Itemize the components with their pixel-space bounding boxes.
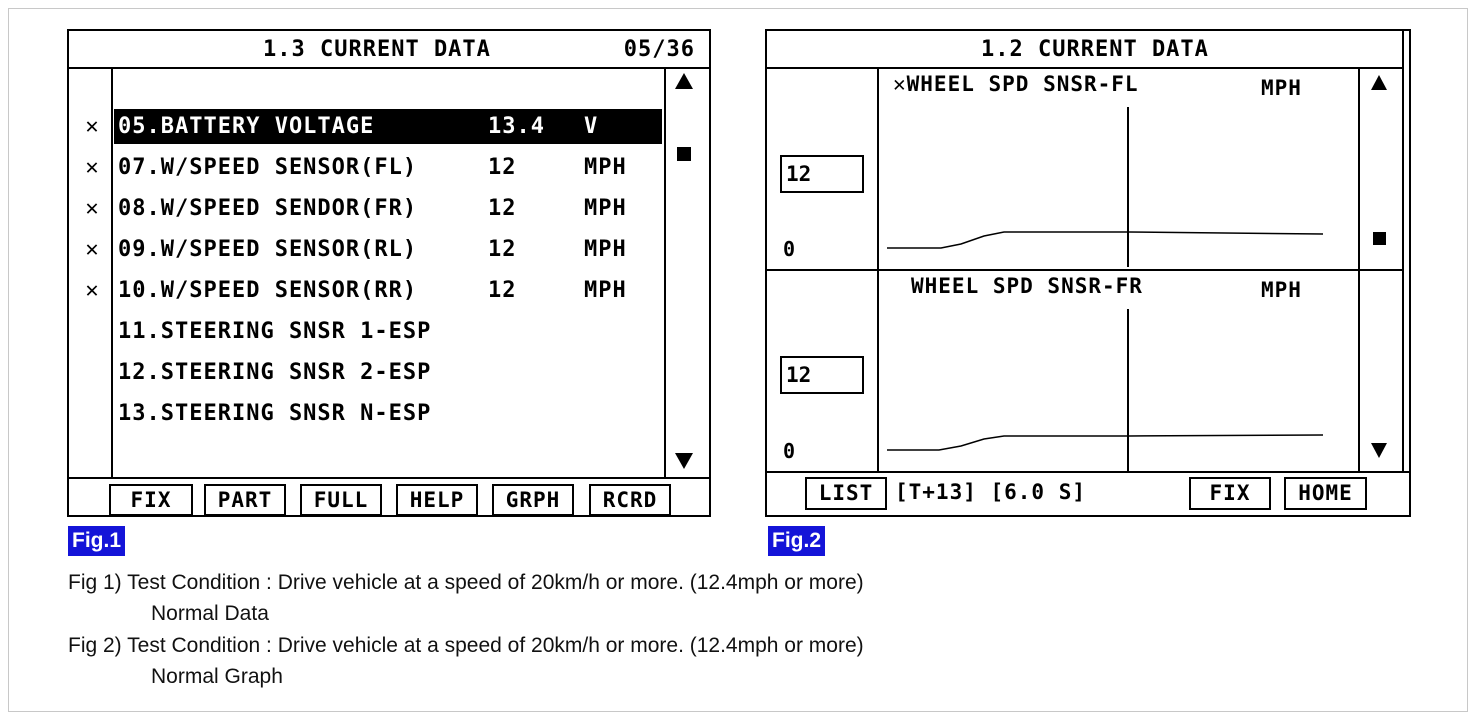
list-item-wspeed-rl[interactable] bbox=[69, 232, 669, 273]
item-name: 11.STEERING SNSR 1-ESP bbox=[118, 319, 432, 344]
caption-fig1-condition: Fig 1) Test Condition : Drive vehicle at a speed of 20km/h or more. (12.4mph or more) bbox=[68, 571, 864, 594]
current-data-graph-screen bbox=[765, 29, 1411, 517]
figure-tag: Fig.2 bbox=[768, 526, 825, 556]
list-button[interactable]: LIST bbox=[805, 477, 887, 510]
list-item-battery-voltage[interactable] bbox=[69, 109, 669, 150]
scroll-up-icon[interactable] bbox=[1371, 75, 1387, 90]
scroll-thumb[interactable] bbox=[677, 147, 691, 161]
scroll-up-icon[interactable] bbox=[675, 73, 693, 89]
item-value: 12 bbox=[488, 155, 517, 180]
selected-mark-icon: ✕ bbox=[85, 155, 99, 180]
graph-min-value: 0 bbox=[783, 439, 796, 463]
part-button[interactable]: PART bbox=[204, 484, 286, 516]
graph-unit: MPH bbox=[1261, 278, 1302, 302]
item-unit: MPH bbox=[584, 237, 627, 262]
list-item-body[interactable] bbox=[114, 273, 662, 308]
list-item-body[interactable] bbox=[114, 232, 662, 267]
graph-trace bbox=[887, 232, 1323, 248]
item-name: 10.W/SPEED SENSOR(RR) bbox=[118, 278, 418, 303]
graph-header bbox=[767, 31, 1403, 69]
item-unit: V bbox=[584, 114, 599, 139]
item-unit: MPH bbox=[584, 155, 627, 180]
full-button[interactable]: FULL bbox=[300, 484, 382, 516]
list-item-body[interactable] bbox=[114, 191, 662, 226]
caption-fig1-result: Normal Data bbox=[151, 602, 269, 625]
item-unit: MPH bbox=[584, 196, 627, 221]
graph-plot bbox=[879, 107, 1357, 267]
selected-mark-icon: ✕ bbox=[85, 114, 99, 139]
divider bbox=[1358, 69, 1360, 473]
item-name: 07.W/SPEED SENSOR(FL) bbox=[118, 155, 418, 180]
item-unit: MPH bbox=[584, 278, 627, 303]
data-list bbox=[69, 109, 669, 437]
list-item-wspeed-rr[interactable] bbox=[69, 273, 669, 314]
caption-fig2-condition: Fig 2) Test Condition : Drive vehicle at a speed of 20km/h or more. (12.4mph or more) bbox=[68, 634, 864, 657]
list-title: 1.3 CURRENT DATA bbox=[263, 37, 491, 62]
graph-button[interactable]: GRPH bbox=[492, 484, 574, 516]
scroll-down-icon[interactable] bbox=[675, 453, 693, 469]
item-value: 12 bbox=[488, 196, 517, 221]
current-data-list-screen bbox=[67, 29, 711, 517]
item-value: 12 bbox=[488, 237, 517, 262]
list-item-steering-n[interactable] bbox=[69, 396, 669, 437]
item-name: 12.STEERING SNSR 2-ESP bbox=[118, 360, 432, 385]
selected-mark-icon: ✕ bbox=[85, 196, 99, 221]
graph-max-value: 12 bbox=[780, 356, 864, 394]
item-name: 08.W/SPEED SENDOR(FR) bbox=[118, 196, 418, 221]
graph-max-value: 12 bbox=[780, 155, 864, 193]
fix-button[interactable]: FIX bbox=[109, 484, 193, 516]
graph-label: ✕WHEEL SPD SNSR-FL bbox=[893, 72, 1139, 96]
item-value: 12 bbox=[488, 278, 517, 303]
list-item-body[interactable] bbox=[114, 150, 662, 185]
divider bbox=[69, 477, 709, 479]
list-item-body[interactable] bbox=[114, 314, 662, 349]
page-indicator: 05/36 bbox=[623, 37, 695, 62]
graph-trace bbox=[887, 435, 1323, 450]
item-name: 05.BATTERY VOLTAGE bbox=[118, 114, 375, 139]
item-name: 13.STEERING SNSR N-ESP bbox=[118, 401, 432, 426]
list-item-wspeed-fr[interactable] bbox=[69, 191, 669, 232]
record-button[interactable]: RCRD bbox=[589, 484, 671, 516]
item-name: 09.W/SPEED SENSOR(RL) bbox=[118, 237, 418, 262]
figure-tag: Fig.1 bbox=[68, 526, 125, 556]
fix-button[interactable]: FIX bbox=[1189, 477, 1271, 510]
selected-mark-icon: ✕ bbox=[85, 278, 99, 303]
graph-unit: MPH bbox=[1261, 76, 1302, 100]
graph-label: WHEEL SPD SNSR-FR bbox=[911, 274, 1143, 298]
home-button[interactable]: HOME bbox=[1284, 477, 1367, 510]
divider bbox=[1402, 31, 1404, 473]
scroll-thumb[interactable] bbox=[1373, 232, 1386, 245]
list-item-body[interactable] bbox=[114, 396, 662, 431]
graph-screen-title: 1.2 CURRENT DATA bbox=[981, 37, 1209, 62]
help-button[interactable]: HELP bbox=[396, 484, 478, 516]
graph-plot bbox=[879, 309, 1357, 471]
list-item-steering-1[interactable] bbox=[69, 314, 669, 355]
scroll-down-icon[interactable] bbox=[1371, 443, 1387, 458]
caption-fig2-result: Normal Graph bbox=[151, 665, 283, 688]
list-item-wspeed-fl[interactable] bbox=[69, 150, 669, 191]
selected-mark-icon: ✕ bbox=[85, 237, 99, 262]
divider bbox=[767, 471, 1409, 473]
graph-min-value: 0 bbox=[783, 237, 796, 261]
list-item-highlight[interactable] bbox=[114, 109, 662, 144]
time-status: [T+13] [6.0 S] bbox=[895, 480, 1087, 504]
list-item-steering-2[interactable] bbox=[69, 355, 669, 396]
divider bbox=[767, 269, 1403, 271]
list-item-body[interactable] bbox=[114, 355, 662, 390]
item-value: 13.4 bbox=[488, 114, 545, 139]
list-header bbox=[69, 31, 709, 69]
